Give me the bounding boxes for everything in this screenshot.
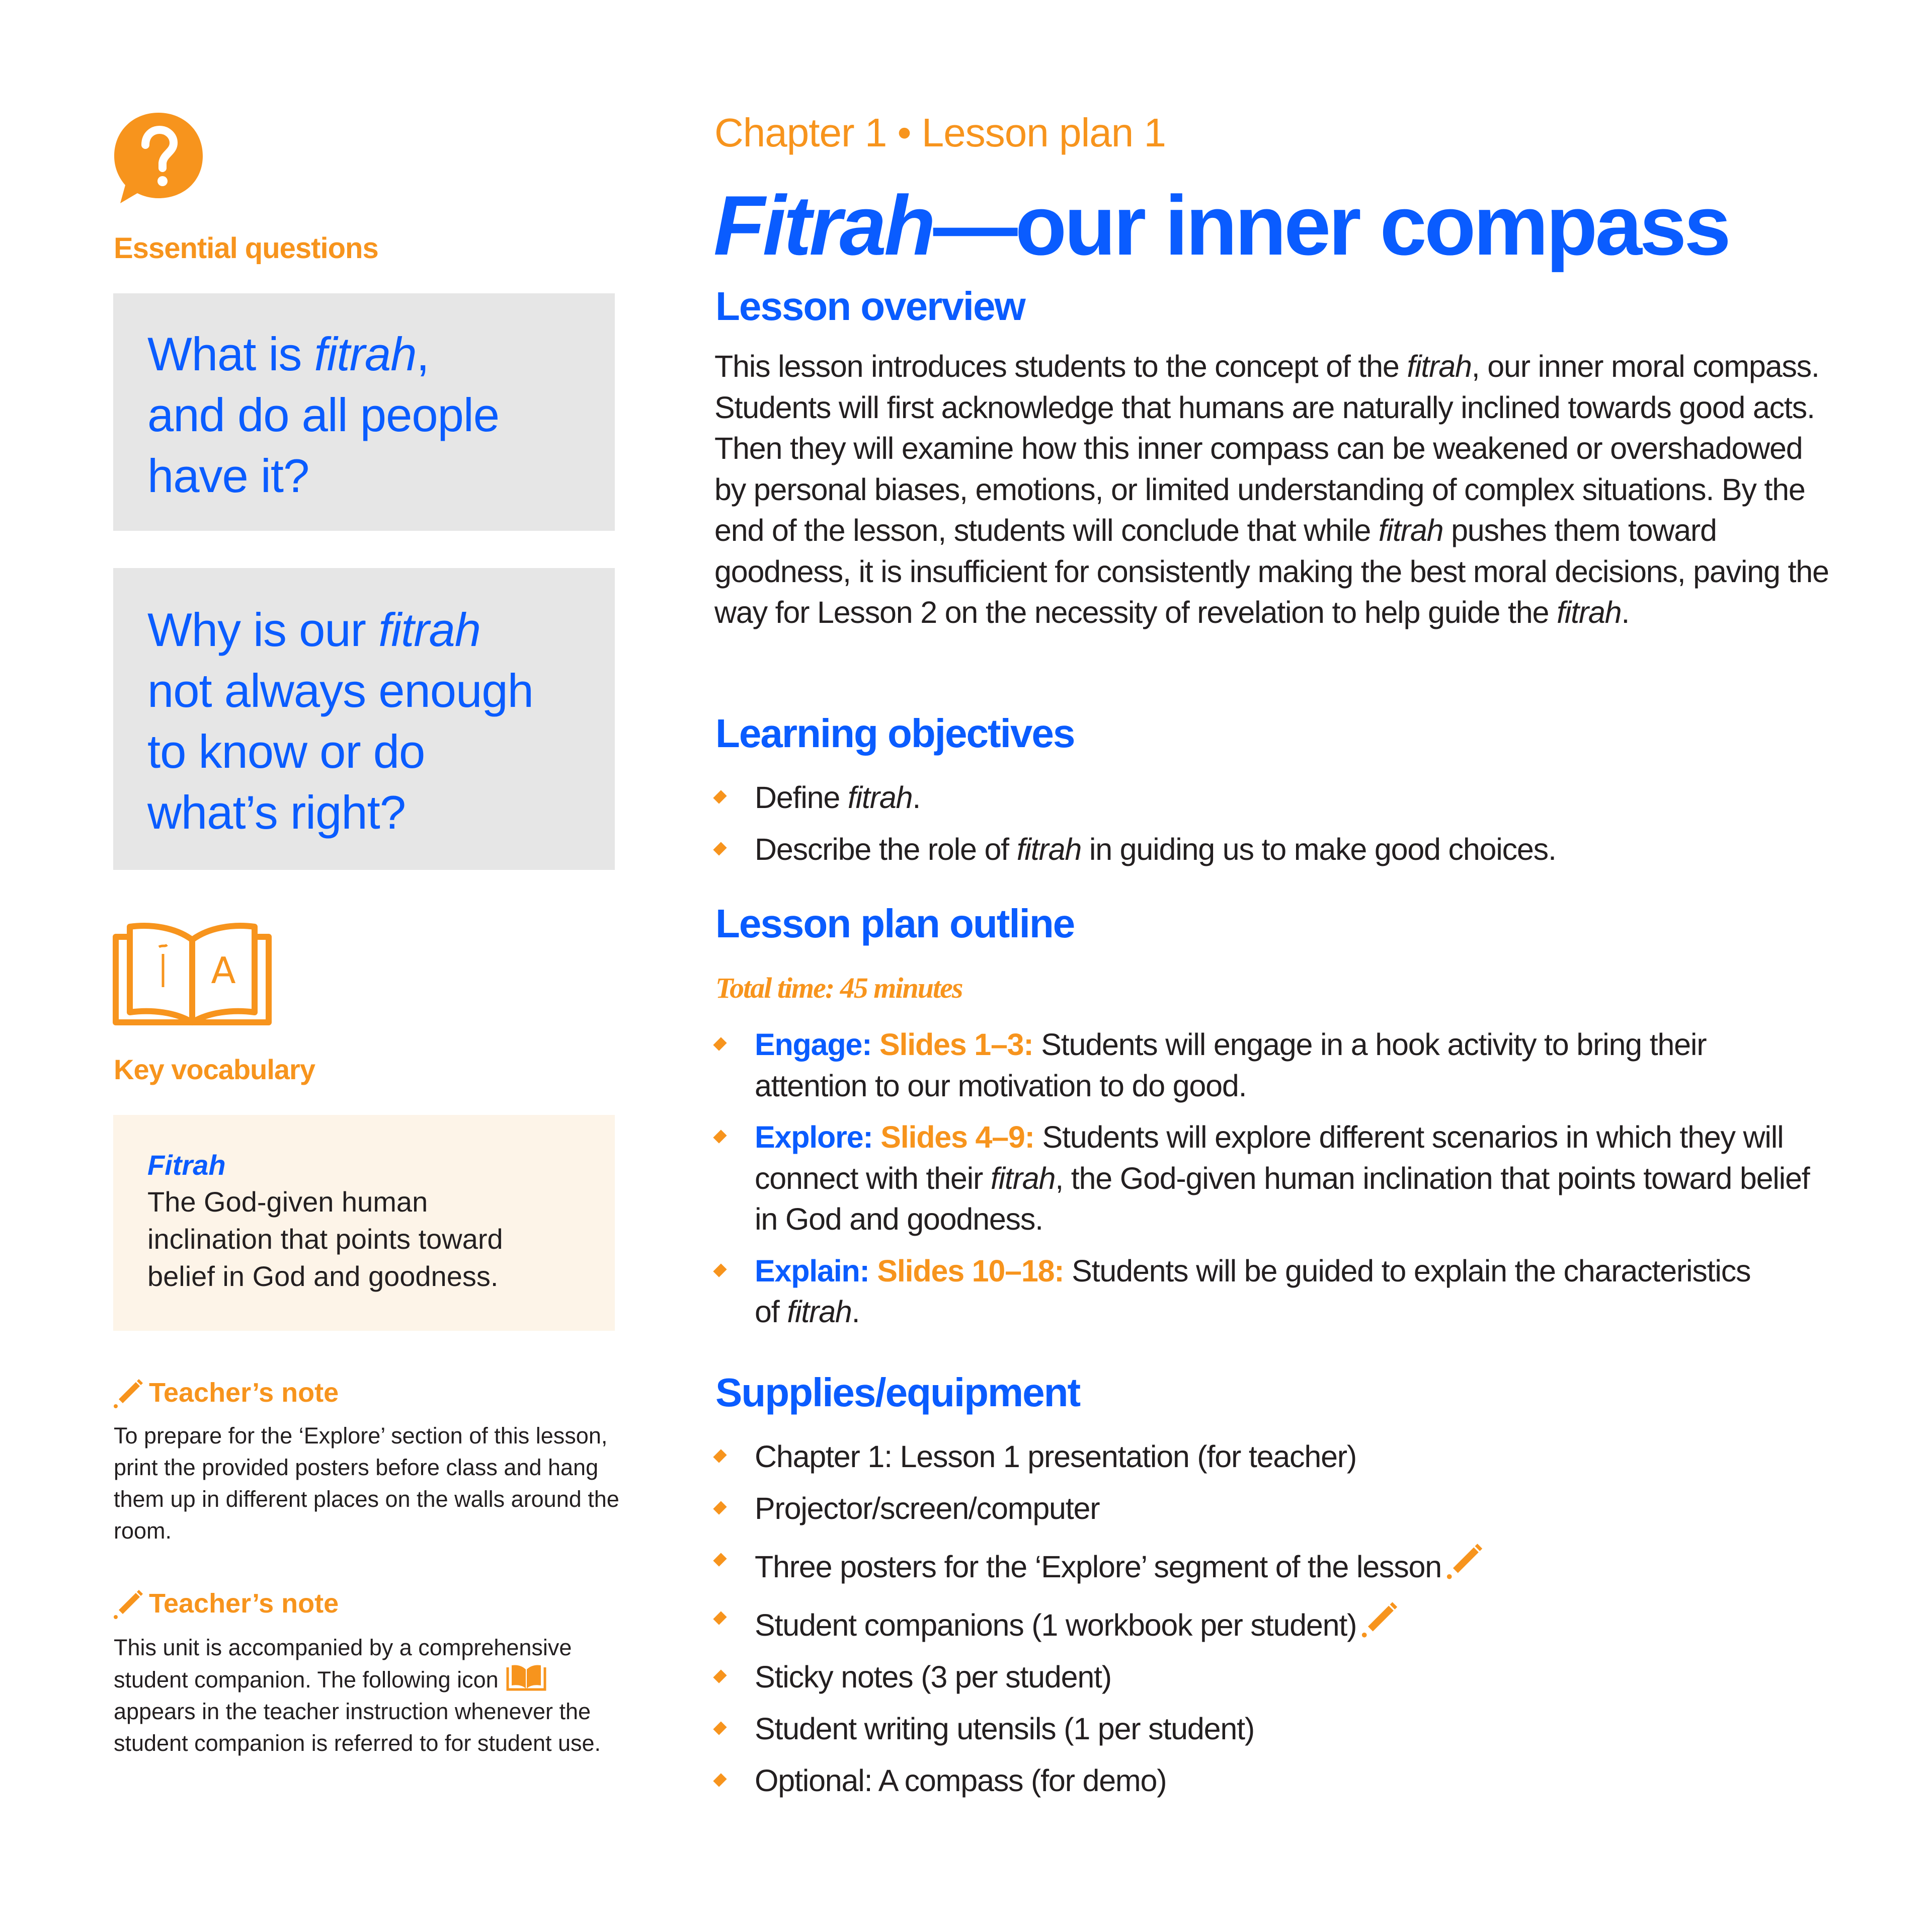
student-companion-book-icon: [505, 1663, 548, 1693]
pencil-icon: [1444, 1540, 1485, 1580]
teachers-note-heading: Teacher’s note: [112, 1376, 339, 1409]
list-item: Chapter 1: Lesson 1 presentation (for teacher): [709, 1436, 1867, 1478]
diamond-bullet-icon: [713, 1501, 727, 1514]
list-item: Three posters for the ‘Explore’ segment of the lesson: [709, 1540, 1867, 1588]
essential-questions-label: Essential questions: [114, 232, 378, 265]
diamond-bullet-icon: [713, 842, 727, 855]
svg-text:A: A: [211, 949, 236, 992]
supplies-list: [709, 1436, 1867, 1812]
question-bubble-icon: [113, 112, 204, 205]
list-item: Define fitrah.: [709, 777, 1867, 819]
list-item: Student companions (1 workbook per student): [709, 1598, 1867, 1646]
diamond-bullet-icon: [713, 1130, 727, 1143]
lesson-outline-list: [709, 1024, 1867, 1343]
pencil-icon: [112, 1587, 145, 1620]
page-title: Fitrah—our inner compass: [713, 178, 1729, 273]
list-item: Optional: A compass (for demo): [709, 1760, 1867, 1802]
learning-objectives-heading: Learning objectives: [715, 711, 1075, 756]
list-item: Explain: Slides 10–18: Students will be guided to explain the characteristics of fitrah.: [709, 1251, 1761, 1333]
list-item: Explore: Slides 4–9: Students will explore different scenarios in which they will connect with their fitrah, the God-given human inclination that points toward belief in God and goodness.: [709, 1117, 1836, 1240]
lesson-overview-heading: Lesson overview: [715, 284, 1025, 329]
teachers-note-body: To prepare for the ‘Explore’ section of this lesson, print the provided posters before class and hang them up in different places on the walls around the room.: [114, 1423, 619, 1544]
diamond-bullet-icon: [713, 1037, 727, 1051]
essential-question-box: [113, 293, 615, 531]
diamond-bullet-icon: [713, 1611, 727, 1625]
diamond-bullet-icon: [713, 1721, 727, 1735]
lesson-plan-outline-heading: Lesson plan outline: [715, 901, 1075, 946]
total-time-label: Total time: 45 minutes: [715, 972, 962, 1004]
diamond-bullet-icon: [713, 1449, 727, 1463]
teachers-note-body: This unit is accompanied by a comprehensive student companion. The following icon appears in the teacher instruction whenever the student companion is referred to for student use.: [114, 1635, 601, 1756]
essential-question-text: What is fitrah, and do all people have it?: [147, 328, 500, 502]
essential-question-box: [113, 568, 615, 870]
list-item: Projector/screen/computer: [709, 1488, 1867, 1530]
open-book-icon: [112, 917, 273, 1028]
teachers-note-heading: Teacher’s note: [112, 1587, 339, 1620]
vocabulary-definition: The God-given human inclination that points toward belief in God and goodness.: [147, 1186, 503, 1292]
supplies-heading: Supplies/equipment: [715, 1370, 1080, 1415]
list-item: Student writing utensils (1 per student): [709, 1709, 1867, 1750]
chapter-lesson-label: Chapter 1 • Lesson plan 1: [714, 110, 1166, 155]
vocabulary-card: [113, 1115, 615, 1331]
learning-objectives-list: [709, 777, 1867, 880]
diamond-bullet-icon: [713, 1553, 727, 1566]
diamond-bullet-icon: [713, 790, 727, 803]
list-item: Engage: Slides 1–3: Students will engage in a hook activity to bring their attention to our motivation to do good.: [709, 1024, 1811, 1106]
diamond-bullet-icon: [713, 1669, 727, 1683]
pencil-icon: [112, 1376, 145, 1409]
lesson-overview-text: This lesson introduces students to the concept of the fitrah, our inner moral compass. Students will first acknowledge that humans are naturally inclined towards good acts. Then they will examine how this inner compass can be weakened or overshadowed by personal biases, emotions, or limited understanding of complex situations. By the end of the lesson, students will conclude that while fitrah pushes them toward goodness, it is insufficient for consistently making the best moral decisions, paving the way for Lesson 2 on the necessity of revelation to help guide the fitrah.: [714, 349, 1829, 629]
list-item: Sticky notes (3 per student): [709, 1657, 1867, 1698]
pencil-icon: [1359, 1598, 1400, 1639]
list-item: Describe the role of fitrah in guiding us to make good choices.: [709, 829, 1867, 870]
diamond-bullet-icon: [713, 1773, 727, 1787]
essential-question-text: Why is our fitrah not always enough to know or do what’s right?: [147, 603, 533, 839]
diamond-bullet-icon: [713, 1263, 727, 1277]
vocabulary-term: Fitrah: [147, 1149, 226, 1181]
key-vocabulary-label: Key vocabulary: [114, 1054, 315, 1085]
